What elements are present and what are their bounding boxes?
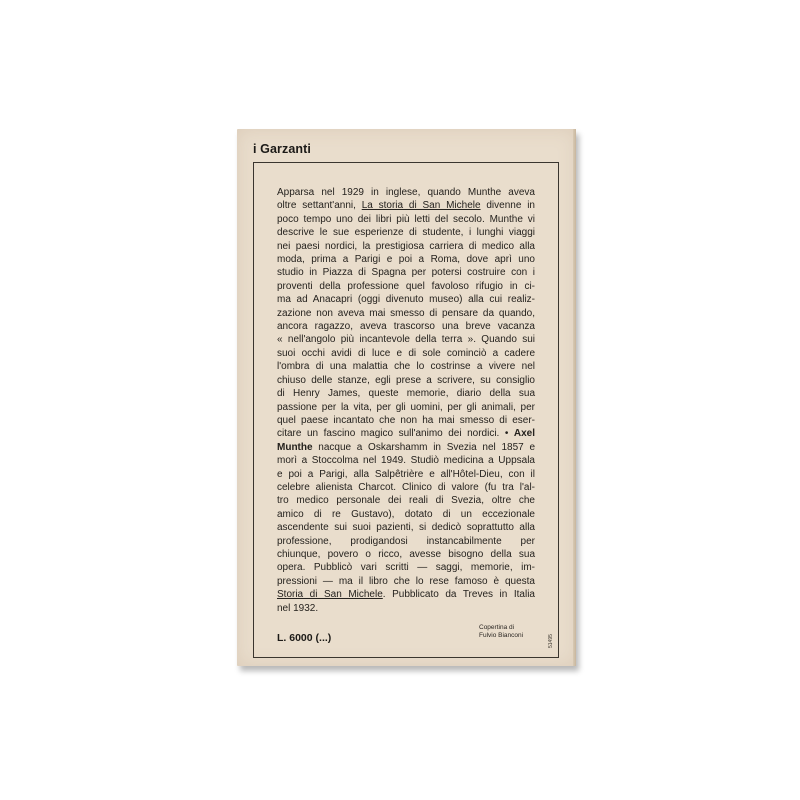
- blurb-segment: professione, prodigandosi instancabilmente per: [277, 535, 535, 547]
- blurb-segment: e poi a Parigi, alla Salpêtrière e all'Hôtel-Dieu, con il: [277, 468, 535, 480]
- blurb-line: [277, 347, 535, 360]
- blurb-line: [277, 508, 535, 521]
- blurb-line: [277, 561, 535, 574]
- blurb-segment: ma ad Anacapri (oggi divenuto museo) alla cui realiz-: [277, 294, 535, 306]
- blurb-segment: studio in Piazza di Spagna per potersi costruire con i: [277, 267, 535, 279]
- blurb-segment: Apparsa nel 1929 in inglese, quando Munthe aveva: [277, 187, 535, 198]
- blurb-segment: pressioni — ma il libro che lo rese famoso è questa: [277, 575, 535, 587]
- publisher-label: i Garzanti: [253, 142, 311, 156]
- book-page-edge: [573, 129, 576, 666]
- blurb-segment: passione per la vita, per gli uomini, per gli animali, per: [277, 401, 535, 413]
- blurb-segment: chiunque, povero o ricco, avesse bisogno della sua: [277, 548, 535, 560]
- blurb-segment: ancora ragazzo, aveva trascorso una breve vacanza: [277, 321, 535, 333]
- blurb-line: [277, 521, 535, 534]
- blurb-segment: oltre settant'anni,: [277, 200, 362, 212]
- blurb-line: [277, 414, 535, 427]
- blurb-line: [277, 333, 535, 346]
- cover-designer-name: Fulvio Bianconi: [479, 632, 524, 639]
- blurb-line: [277, 575, 535, 588]
- blurb-line: [277, 307, 535, 320]
- blurb-segment: morì a Stoccolma nel 1949. Studiò medicina a Uppsala: [277, 455, 535, 467]
- blurb-text: [277, 186, 535, 615]
- blurb-segment: nel 1932.: [277, 602, 319, 614]
- blurb-line: [277, 454, 535, 467]
- blurb-segment: amico di re Gustavo), dotato di un eccezionale: [277, 508, 535, 520]
- blurb-line: [277, 280, 535, 293]
- author-name: Munthe: [277, 441, 313, 453]
- blurb-segment: opera. Pubblicò vari scritti — saggi, memorie, im-: [277, 562, 535, 574]
- blurb-line: [277, 226, 535, 239]
- blurb-segment: quel paese incantato che non ha mai smesso di eser-: [277, 414, 535, 426]
- blurb-line: [277, 494, 535, 507]
- blurb-segment: chiuso delle stanze, egli prese a scrivere, su consiglio: [277, 374, 535, 386]
- blurb-segment: descrive le sue esperienze di studente, i lunghi viaggi: [277, 227, 535, 239]
- blurb-line: [277, 186, 535, 199]
- blurb-line: [277, 481, 535, 494]
- book-title-reference: Storia di San Michele: [277, 589, 383, 601]
- blurb-line: [277, 535, 535, 548]
- blurb-segment: citare un fascino magico sull'animo dei nordici. •: [277, 428, 514, 440]
- blurb-line: [277, 441, 535, 454]
- blurb-line: [277, 427, 535, 440]
- blurb-segment: nei paesi nordici, la prestigiosa carriera di medico alla: [277, 240, 535, 252]
- blurb-segment: ascendente sui suoi pazienti, si dedicò soprattutto alla: [277, 522, 535, 534]
- blurb-line: [277, 588, 535, 601]
- blurb-segment: divenne in: [480, 200, 535, 212]
- blurb-line: [277, 266, 535, 279]
- blurb-segment: proventi della professione quel favoloso rifugio in ci-: [277, 280, 535, 292]
- blurb-segment: poco tempo uno dei libri più letti del secolo. Munthe vi: [277, 213, 535, 225]
- blurb-line: [277, 213, 535, 226]
- blurb-line: [277, 401, 535, 414]
- book-title-reference: La storia di San Michele: [361, 200, 481, 212]
- blurb-line: [277, 199, 535, 212]
- blurb-line: [277, 360, 535, 373]
- blurb-line: [277, 602, 535, 615]
- blurb-segment: nacque a Oskarshamm in Svezia nel 1857 e: [312, 441, 535, 453]
- blurb-line: [277, 293, 535, 306]
- catalog-code: 51495: [548, 634, 554, 648]
- blurb-line: [277, 240, 535, 253]
- blurb-segment: suoi occhi avidi di luce e di sole cominciò a cadere: [277, 347, 535, 359]
- blurb-segment: celebre alienista Charcot. Clinico di valore (fu tra l'al-: [277, 481, 535, 493]
- price-label: L. 6000 (...): [277, 632, 332, 644]
- blurb-line: [277, 387, 535, 400]
- cover-credit: [479, 624, 523, 640]
- blurb-line: [277, 320, 535, 333]
- blurb-segment: . Pubblicato da Treves in Italia: [382, 589, 535, 601]
- blurb-segment: moda, prima a Parigi e poi a Roma, dove aprì uno: [277, 254, 535, 266]
- cover-credit-line: Copertina di: [479, 624, 515, 631]
- blurb-segment: « nell'angolo più incantevole della terra ». Quando sui: [277, 334, 535, 346]
- author-name: Axel: [513, 428, 535, 440]
- blurb-line: [277, 374, 535, 387]
- blurb-segment: zazione non aveva mai smesso di pensare da quando,: [277, 307, 535, 319]
- blurb-segment: di Henry James, queste memorie, diario della sua: [277, 388, 535, 400]
- blurb-line: [277, 548, 535, 561]
- blurb-line: [277, 468, 535, 481]
- blurb-segment: tro medico personale dei reali di Svezia, oltre che: [277, 495, 535, 507]
- blurb-line: [277, 253, 535, 266]
- blurb-segment: l'ombra di una malattia che lo costrinse a vivere nel: [277, 361, 535, 373]
